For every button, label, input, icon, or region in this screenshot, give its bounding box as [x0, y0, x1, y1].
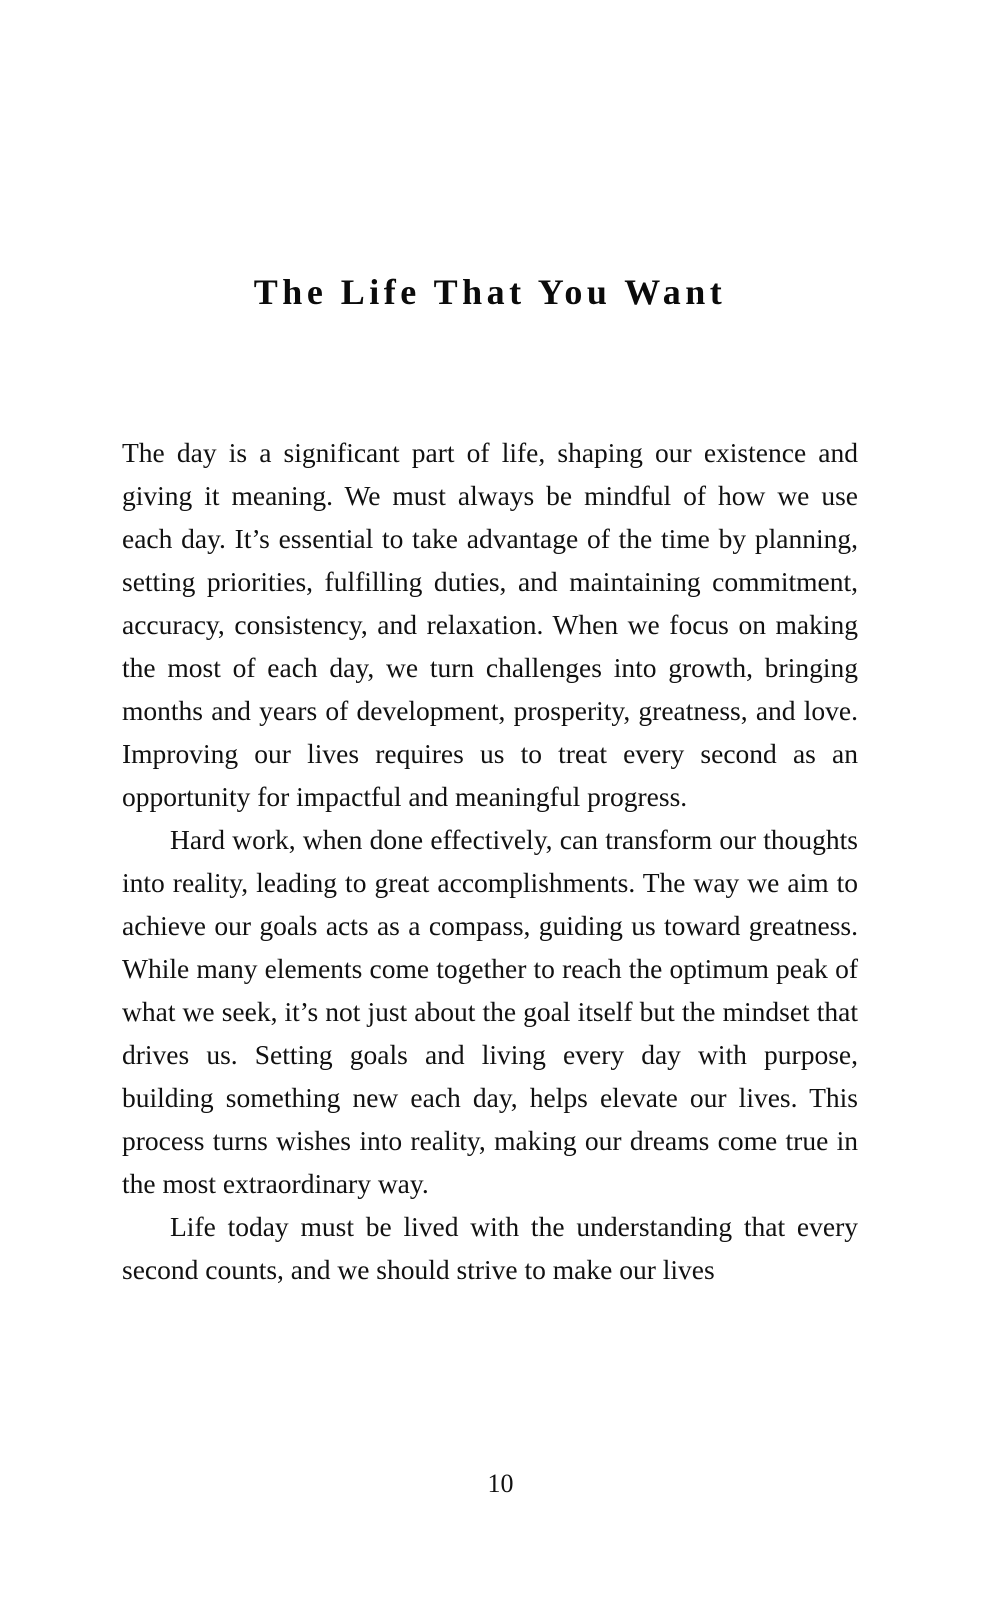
paragraph: Hard work, when done effectively, can transform our thoughts into reality, leading to great accomplishments. The way we aim to achieve our goals acts as a compass, guiding us toward greatness. While many elements come together to reach the optimum peak of what we seek, it’s not just about the goal itself but the mindset that drives us. Setting goals and living every day with purpose, building something new each day, helps elevate our lives. This process turns wishes into reality, making our dreams come true in the most extraordinary way.	[122, 824, 858, 1200]
page-number: 10	[487, 1469, 514, 1498]
body-text	[122, 313, 858, 1291]
page-title: The Life That You Want	[253, 272, 727, 312]
paragraph: The day is a significant part of life, shaping our existence and giving it meaning. We must always be mindful of how we use each day. It’s essential to take advantage of the time by planning, setting priorities, fulfilling duties, and maintaining commitment, accuracy, consistency, and relaxation. When we focus on making the most of each day, we turn challenges into growth, bringing months and years of development, prosperity, greatness, and love. Improving our lives requires us to treat every second as an opportunity for impactful and meaningful progress.	[122, 437, 858, 813]
page-content	[122, 0, 858, 1291]
paragraph: Life today must be lived with the understanding that every second counts, and we should strive to make our lives	[122, 1211, 858, 1286]
